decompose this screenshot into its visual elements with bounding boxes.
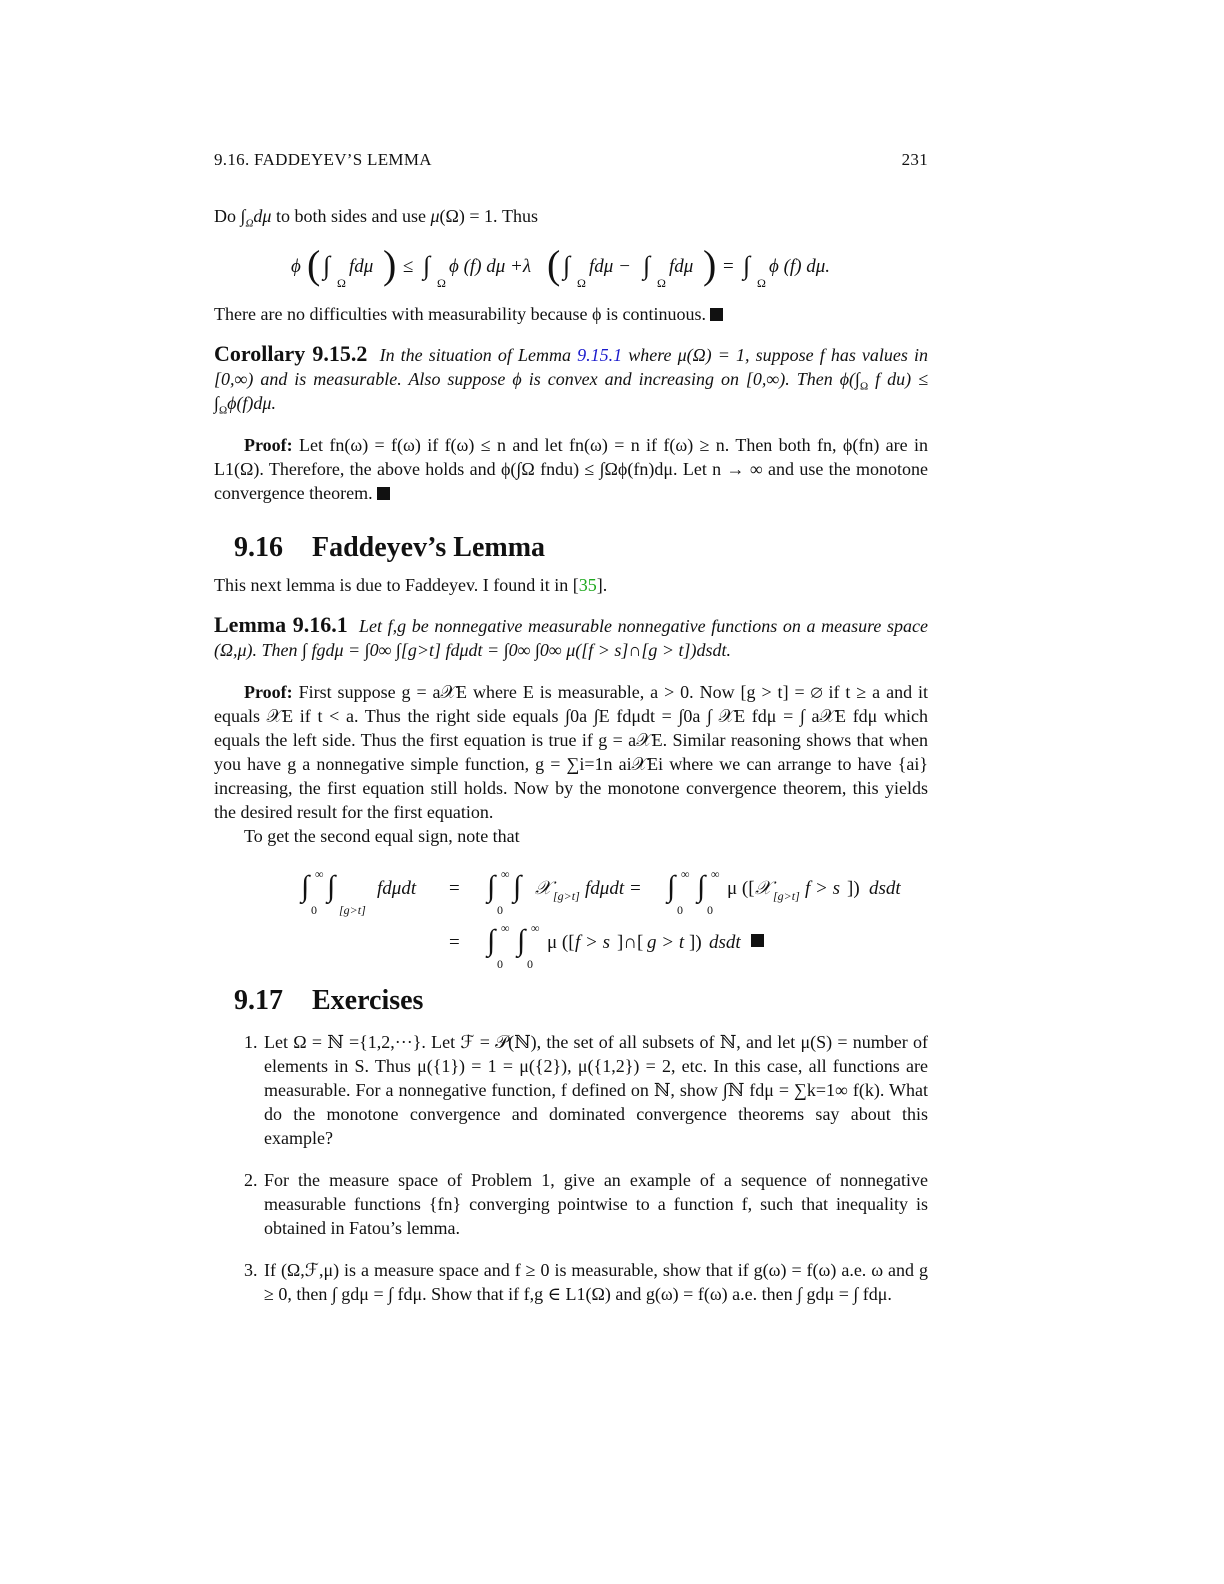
svg-text:fdμ: fdμ: [349, 256, 374, 277]
svg-text:]∩[: ]∩[: [617, 932, 644, 953]
svg-text:fdμdt: fdμdt: [377, 878, 417, 899]
svg-text:μ ([: μ ([: [547, 932, 575, 953]
svg-text:∫: ∫: [323, 251, 331, 280]
header-section: 9.16. FADDEYEV’S LEMMA: [214, 150, 432, 169]
svg-text:Ω: Ω: [757, 276, 766, 290]
svg-text:𝒳: 𝒳: [535, 878, 552, 899]
svg-text:0: 0: [677, 903, 683, 917]
svg-text:0: 0: [707, 903, 713, 917]
section-heading-917: 9.17 Exercises: [234, 985, 424, 1016]
svg-text:dsdt: dsdt: [709, 932, 741, 953]
exercise-item: 2. For the measure space of Problem 1, give an example of a sequence of nonnegative measurable functions {fn} converging pointwise to a function f, such that inequality is obtained in Fatou’s lemma.: [262, 1168, 928, 1240]
citation-link[interactable]: 35: [578, 575, 597, 595]
qed-icon: [710, 308, 723, 321]
svg-text:∫: ∫: [423, 251, 431, 280]
svg-text:(: (: [307, 242, 321, 287]
exercise-item: 1. Let Ω = ℕ ={1,2,···}. Let ℱ = 𝒫(ℕ), the set of all subsets of ℕ, and let μ(S) = number of elements in S. Thus μ({1}) = 1 = μ({2}), μ({1,2}) = 2, etc. In this case, all functions are measurable. For a nonnegative function, f defined on ℕ, show ∫ℕ fdμ = ∑k=1∞ f(k). What do the monotone convergence and dominated convergence theorems say about this example?: [262, 1030, 928, 1150]
exercise-item: 3. If (Ω,ℱ,μ) is a measure space and f ≥ 0 is measurable, show that if g(ω) = f(ω) a.e. ω and g ≥ 0, then ∫ gdμ = ∫ fdμ. Show that if f,g ∈ L1(Ω) and g(ω) = f(ω) a.e. then ∫ gdμ = ∫ fdμ.: [262, 1258, 928, 1306]
svg-text:≤: ≤: [403, 256, 414, 277]
svg-text:0: 0: [497, 903, 503, 917]
due-paragraph: This next lemma is due to Faddeyev. I found it in [35].: [214, 575, 608, 595]
svg-text:Ω: Ω: [437, 276, 446, 290]
svg-text:[g>t]: [g>t]: [339, 903, 366, 917]
svg-text:(: (: [547, 242, 561, 287]
qed-icon: [377, 487, 390, 500]
svg-text:=: =: [723, 256, 734, 277]
svg-text:ϕ (f) dμ +λ: ϕ (f) dμ +λ: [449, 256, 532, 277]
svg-text:∞: ∞: [681, 867, 690, 881]
svg-text:f > s: f > s: [575, 932, 610, 953]
second-equal-text: To get the second equal sign, note that: [244, 826, 520, 846]
corollary-block: Corollary 9.15.2 In the situation of Lemma 9.15.1 where μ(Ω) = 1, suppose f has values in [0,∞) and is measurable. Also suppose ϕ is convex and increasing on [0,∞). Then $\phi(\int_\Omega$ f $du) \le \int_\Omega\phi(f)d\mu$.: [214, 341, 929, 417]
svg-text:0: 0: [497, 957, 503, 971]
svg-text:∫: ∫: [667, 870, 676, 903]
svg-text:∞: ∞: [531, 921, 540, 935]
intro-paragraph: Do $\int_\Omega d\mu$ to both sides and use μ(Ω) = 1. Thus: [214, 206, 539, 230]
svg-text:∫: ∫: [697, 870, 706, 903]
svg-text:∫: ∫: [513, 870, 522, 903]
running-header: [214, 148, 928, 174]
svg-text:dsdt: dsdt: [869, 878, 901, 899]
lemma-name: Lemma 9.16.1: [214, 612, 348, 637]
lemma-block: Lemma 9.16.1 Let f,g be nonnegative measurable nonnegative functions on a measure space (Ω,μ). Then ∫ fgdμ = ∫0∞ ∫[g>t] fdμdt = ∫0∞ ∫0∞ μ([f > s]∩[g > t])dsdt.: [214, 612, 929, 660]
page: [214, 148, 928, 1324]
svg-text:∫: ∫: [743, 251, 751, 280]
svg-text:Ω: Ω: [577, 276, 586, 290]
svg-text:∫: ∫: [327, 870, 336, 903]
svg-text:0: 0: [311, 903, 317, 917]
svg-text:∞: ∞: [501, 921, 510, 935]
corollary-proof: Proof: Let fn(ω) = f(ω) if f(ω) ≤ n and let fn(ω) = n if f(ω) ≥ n. Then both fn, ϕ(fn) are in L1(Ω). Therefore, the above holds and ϕ(∫Ω fndu) ≤ ∫Ωϕ(fn)dμ. Let n → ∞ and use the monotone convergence theorem.: [214, 435, 928, 503]
corollary-name: Corollary 9.15.2: [214, 341, 368, 366]
svg-text:μ ([: μ ([: [727, 878, 755, 899]
svg-text:∫: ∫: [517, 924, 526, 957]
section-heading-916: 9.16 Faddeyev’s Lemma: [234, 532, 546, 563]
svg-text:∞: ∞: [501, 867, 510, 881]
svg-text:]): ]): [689, 932, 702, 953]
svg-text:): ): [383, 242, 397, 287]
svg-text:Ω: Ω: [657, 276, 666, 290]
svg-text:∫: ∫: [487, 870, 496, 903]
svg-text:𝒳: 𝒳: [755, 878, 772, 899]
svg-text:∫: ∫: [643, 251, 651, 280]
continuity-remark: There are no difficulties with measurability because ϕ is continuous.: [214, 302, 928, 326]
svg-text:∫: ∫: [487, 924, 496, 957]
svg-text:Ω: Ω: [337, 276, 346, 290]
lemma-ref-link[interactable]: 9.15.1: [577, 345, 623, 365]
svg-text:f > s: f > s: [805, 878, 840, 899]
svg-text:∫: ∫: [301, 870, 310, 903]
svg-text:∞: ∞: [711, 867, 720, 881]
svg-text:=: =: [449, 932, 460, 953]
svg-text:∫: ∫: [563, 251, 571, 280]
faddeyev-equations: [214, 856, 928, 976]
exercise-list: [214, 1030, 928, 1306]
lemma-proof: Proof: First suppose g = a𝒳E where E is measurable, a > 0. Now [g > t] = ∅ if t ≥ a and it equals 𝒳E if t < a. Thus the right side equals ∫0a ∫E fdμdt = ∫0a ∫ 𝒳E fdμ = ∫ a𝒳E fdμ which equals the left side. Thus the first equation is true if g = a𝒳E. Similar reasoning shows that when you have g a nonnegative simple function, g = ∑i=1n ai𝒳Ei where we can arrange to have {ai} increasing, the first equation still holds. Now by the monotone convergence theorem, this yields the desired result for the first equation.: [214, 682, 929, 822]
svg-text:ϕ: ϕ: [291, 256, 301, 277]
svg-text:[g>t]: [g>t]: [773, 889, 800, 903]
svg-text:fdμdt =: fdμdt =: [585, 878, 642, 899]
svg-text:[g>t]: [g>t]: [553, 889, 580, 903]
svg-text:): ): [703, 242, 717, 287]
svg-text:∞: ∞: [315, 867, 324, 881]
svg-text:0: 0: [527, 957, 533, 971]
jensen-equation: [214, 242, 928, 292]
svg-text:fdμ: fdμ: [669, 256, 694, 277]
svg-text:=: =: [449, 878, 460, 899]
svg-text:fdμ −: fdμ −: [589, 256, 631, 277]
svg-text:ϕ (f) dμ.: ϕ (f) dμ.: [769, 256, 831, 277]
svg-text:g > t: g > t: [647, 932, 685, 953]
svg-text:]): ]): [847, 878, 860, 899]
page-number: 231: [901, 150, 928, 169]
